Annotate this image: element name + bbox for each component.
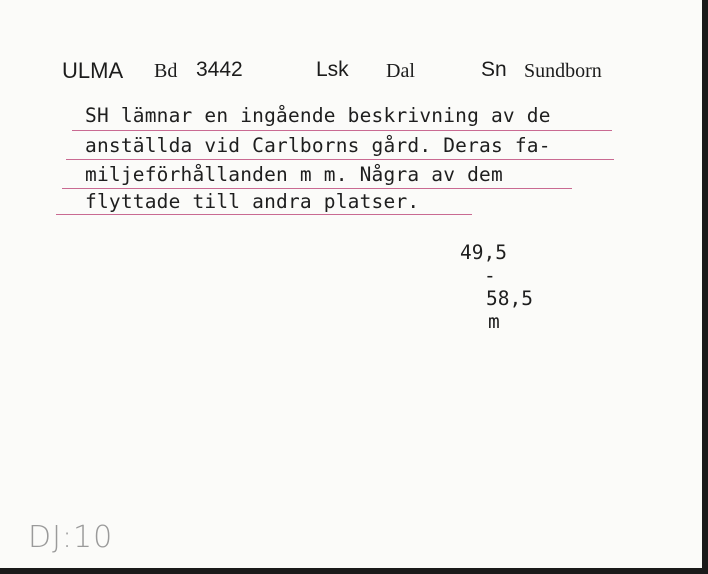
page-unit: m (487, 310, 500, 333)
page-range (413, 218, 533, 356)
signature-stamp: DJ:10 (28, 520, 114, 555)
description-line-3: miljeförhållanden m m. Några av dem (85, 163, 503, 186)
province-value: Dal (386, 60, 415, 82)
page-end: 58,5 (485, 287, 533, 310)
page-separator: - (483, 264, 496, 287)
underline-rule-3 (62, 188, 572, 189)
description-line-1: SH lämnar en ingående beskrivning av de (85, 104, 551, 127)
page-start: 49,5 (459, 241, 507, 264)
parish-label: Sn (481, 58, 507, 81)
volume-number: 3442 (196, 58, 243, 81)
description-line-4: flyttade till andra platser. (85, 190, 420, 213)
underline-rule-2 (66, 159, 614, 160)
volume-label: Bd (154, 60, 178, 82)
description-line-2: anställda vid Carlborns gård. Deras fa- (85, 134, 551, 157)
archive-label: ULMA (62, 58, 124, 83)
underline-rule-4 (56, 214, 472, 215)
province-label: Lsk (316, 58, 349, 81)
underline-rule-1 (72, 130, 612, 131)
parish-value: Sundborn (524, 60, 602, 82)
